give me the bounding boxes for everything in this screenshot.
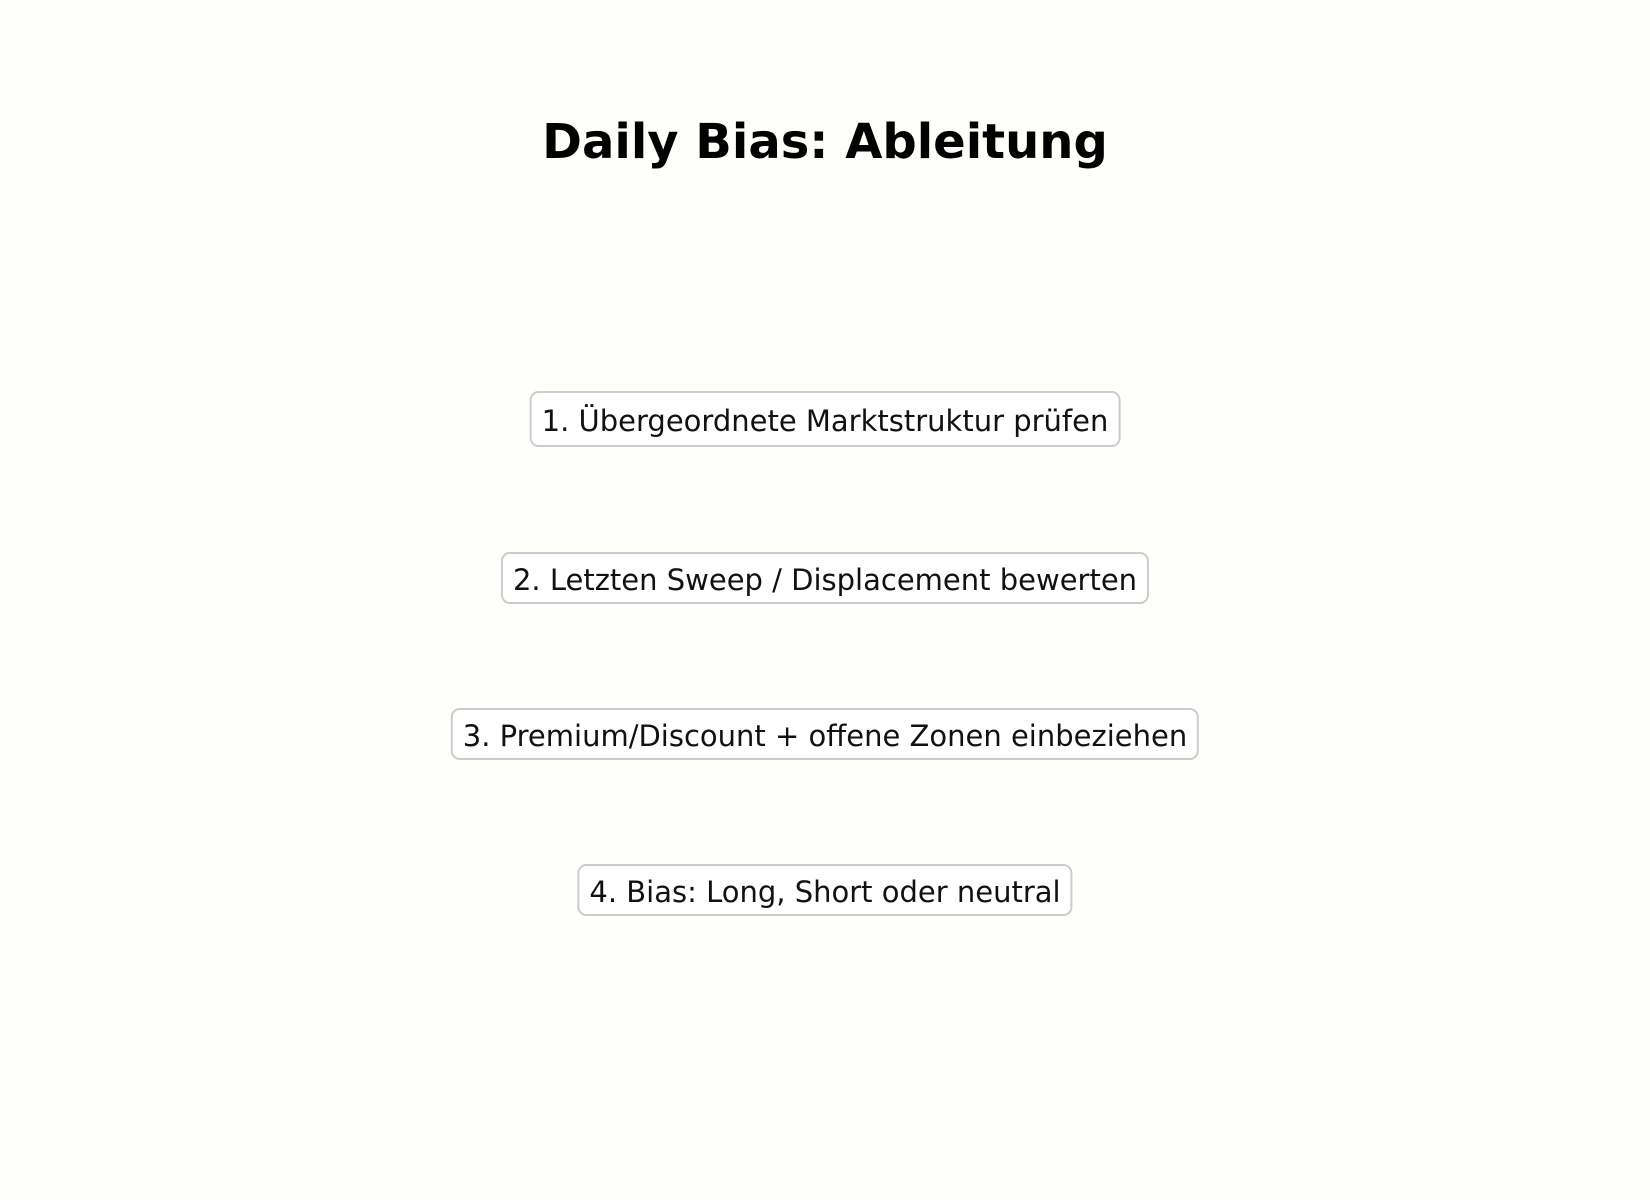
diagram-title: Daily Bias: Ableitung bbox=[542, 114, 1108, 170]
step-box-2: 2. Letzten Sweep / Displacement bewerten bbox=[501, 552, 1149, 604]
step-box-3: 3. Premium/Discount + offene Zonen einbeziehen bbox=[451, 708, 1199, 760]
step-box-4: 4. Bias: Long, Short oder neutral bbox=[577, 864, 1072, 916]
step-box-1: 1. Übergeordnete Marktstruktur prüfen bbox=[530, 391, 1121, 447]
